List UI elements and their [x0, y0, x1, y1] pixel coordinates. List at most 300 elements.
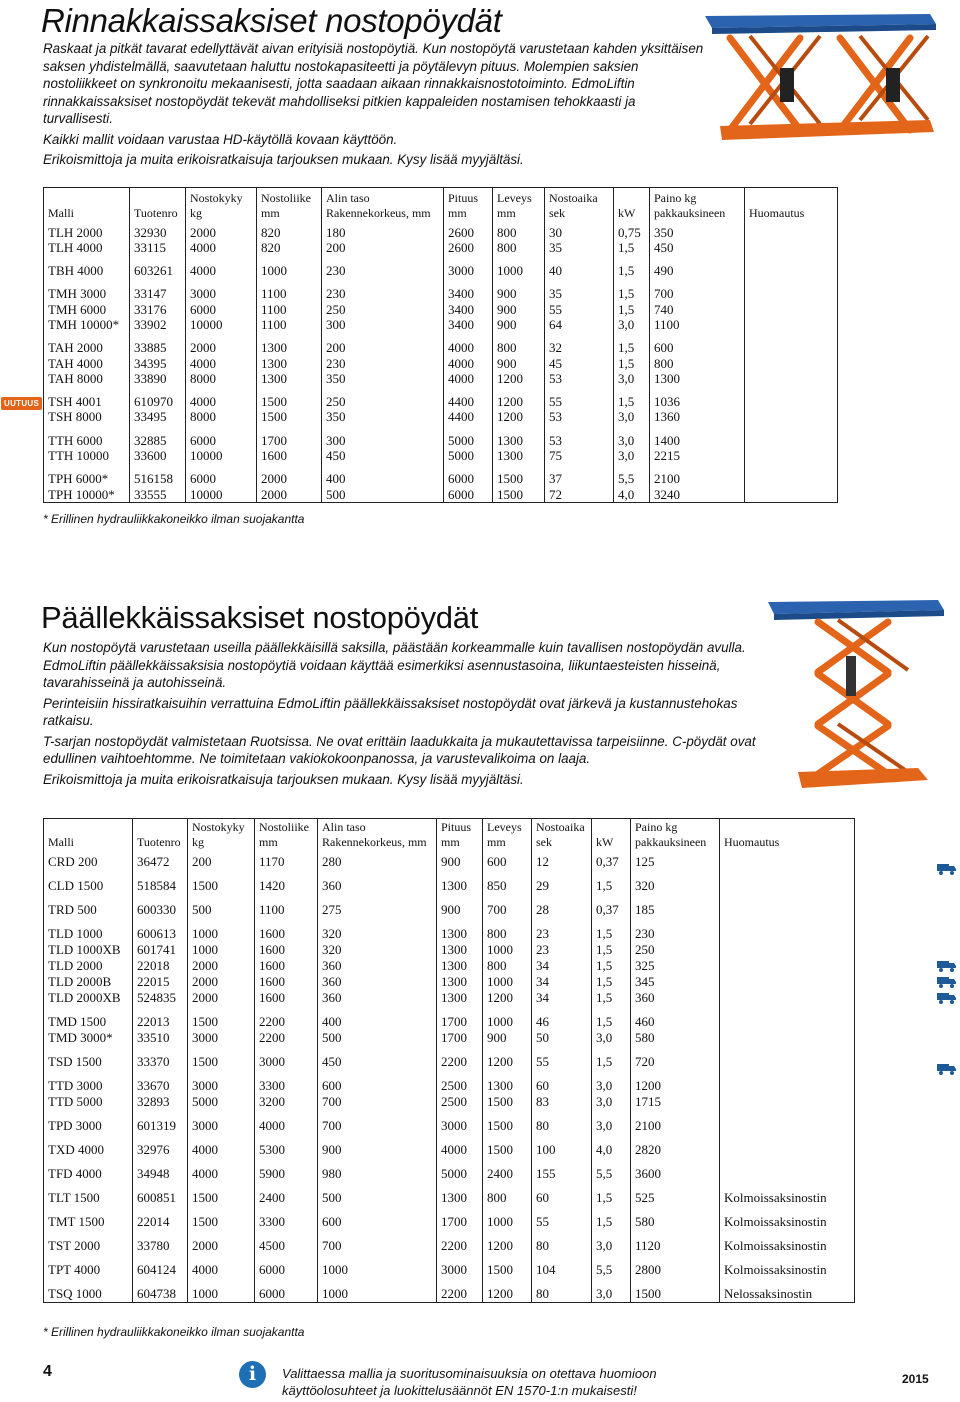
- table-row: [44, 371, 838, 386]
- table-cell: 1100: [255, 894, 318, 918]
- table-cell: 2600: [444, 240, 493, 255]
- column-header: [322, 188, 444, 225]
- column-header-line-2: kW: [596, 834, 614, 849]
- table-cell: 4000: [186, 255, 257, 278]
- table-cell: 800: [483, 958, 532, 974]
- table-cell: 1,5: [614, 356, 650, 371]
- table-cell: 360: [631, 990, 720, 1006]
- table-cell: 3,0: [614, 409, 650, 424]
- table-cell: 33370: [133, 1046, 188, 1070]
- table-cell: 1500: [483, 1254, 532, 1278]
- table-cell: 2200: [255, 1006, 318, 1030]
- column-header: [186, 188, 257, 225]
- table-cell: 1100: [650, 317, 745, 332]
- table-cell: TLT 1500: [44, 1182, 133, 1206]
- table-cell: 45: [545, 356, 614, 371]
- table-cell: 0,75: [614, 225, 650, 240]
- table-cell: 3000: [255, 1046, 318, 1070]
- table-cell: 6000: [186, 302, 257, 317]
- table-cell: 5,5: [592, 1254, 631, 1278]
- table-cell: 1500: [483, 1094, 532, 1110]
- table-cell: CLD 1500: [44, 870, 133, 894]
- column-header-line-2: sek: [536, 834, 552, 849]
- table-row: [44, 356, 838, 371]
- table-cell: 1170: [255, 854, 318, 870]
- table-cell: 37: [545, 463, 614, 486]
- table-cell: 34948: [133, 1158, 188, 1182]
- table-cell: TTH 6000: [44, 425, 130, 448]
- table-cell: 900: [493, 317, 545, 332]
- table-cell: 3300: [255, 1070, 318, 1094]
- table-cell: 1,5: [592, 1182, 631, 1206]
- column-header-line-1: Pituus: [441, 819, 472, 834]
- column-header-line-1: [724, 820, 854, 835]
- table-cell: [720, 990, 855, 1006]
- table-cell: 5000: [444, 425, 493, 448]
- table-cell: 1600: [255, 990, 318, 1006]
- table-cell: 600613: [133, 918, 188, 942]
- table-cell: TST 2000: [44, 1230, 133, 1254]
- table-cell: 1600: [257, 448, 322, 463]
- table-cell: 320: [631, 870, 720, 894]
- table-cell: 900: [437, 854, 483, 870]
- column-header-line-2: Huomautus: [749, 205, 805, 220]
- table-cell: 1100: [257, 278, 322, 301]
- table-row: [44, 278, 838, 301]
- table-row: [44, 386, 838, 409]
- table-cell: 53: [545, 371, 614, 386]
- table-row: [44, 1046, 855, 1070]
- table-cell: [745, 332, 838, 355]
- table-cell: 10000: [186, 487, 257, 503]
- table-cell: 1,5: [614, 386, 650, 409]
- table-cell: 601319: [133, 1110, 188, 1134]
- table-cell: 1300: [493, 425, 545, 448]
- table-cell: 60: [532, 1070, 592, 1094]
- table-cell: 6000: [444, 463, 493, 486]
- table-cell: [745, 317, 838, 332]
- table-cell: [720, 894, 855, 918]
- column-header: [545, 188, 614, 225]
- column-header-line-2: mm: [497, 205, 516, 220]
- table-cell: 46: [532, 1006, 592, 1030]
- table-cell: 1200: [483, 1278, 532, 1303]
- table-cell: 500: [318, 1182, 437, 1206]
- table-cell: 36472: [133, 854, 188, 870]
- column-header-line-1: [134, 191, 185, 206]
- table-cell: 603261: [130, 255, 186, 278]
- table-cell: 4,0: [614, 487, 650, 503]
- table-cell: 800: [483, 918, 532, 942]
- table-cell: 2400: [255, 1182, 318, 1206]
- table-cell: 4000: [437, 1134, 483, 1158]
- column-header: [631, 819, 720, 854]
- table-cell: 600: [318, 1070, 437, 1094]
- table-cell: 80: [532, 1230, 592, 1254]
- table-cell: 1,5: [592, 918, 631, 942]
- table-row: [44, 1030, 855, 1046]
- column-header-line-2: Tuotenro: [134, 205, 178, 220]
- table-row: [44, 1206, 855, 1230]
- table-cell: 580: [631, 1030, 720, 1046]
- column-header-line-2: mm: [448, 205, 467, 220]
- table-cell: 1200: [483, 990, 532, 1006]
- table-cell: 230: [631, 918, 720, 942]
- table-cell: 35: [545, 240, 614, 255]
- table-cell: Nelossaksinostin: [720, 1278, 855, 1303]
- table-cell: 155: [532, 1158, 592, 1182]
- table-cell: 64: [545, 317, 614, 332]
- table-cell: 2000: [188, 958, 255, 974]
- delivery-truck-icon: [937, 976, 957, 988]
- table-cell: 1300: [437, 1182, 483, 1206]
- column-header-line-1: Alin taso: [326, 190, 370, 205]
- table-cell: 34: [532, 974, 592, 990]
- table-cell: 6000: [255, 1254, 318, 1278]
- table-cell: 900: [437, 894, 483, 918]
- table-cell: 700: [650, 278, 745, 301]
- table-cell: 1300: [437, 870, 483, 894]
- column-header-line-1: Nostoaika: [549, 190, 598, 205]
- table-header-row: [44, 819, 855, 854]
- table-cell: 900: [493, 356, 545, 371]
- column-header-line-1: Leveys: [497, 190, 532, 205]
- page-number: 4: [43, 1363, 52, 1380]
- table-cell: 53: [545, 425, 614, 448]
- table-cell: 4000: [188, 1134, 255, 1158]
- table-row: [44, 854, 855, 870]
- section2-intro: [43, 639, 783, 788]
- table-cell: 2000: [257, 487, 322, 503]
- table-cell: 980: [318, 1158, 437, 1182]
- table-cell: 800: [483, 1182, 532, 1206]
- column-header-line-1: Pituus: [448, 190, 479, 205]
- table-cell: 1700: [437, 1030, 483, 1046]
- table-row: [44, 942, 855, 958]
- column-header: [532, 819, 592, 854]
- table-cell: 3,0: [592, 1030, 631, 1046]
- table-cell: 850: [483, 870, 532, 894]
- table-cell: 1000: [483, 942, 532, 958]
- table-cell: 4000: [444, 356, 493, 371]
- table-cell: 5,5: [614, 463, 650, 486]
- table-cell: 3,0: [592, 1230, 631, 1254]
- table-cell: [720, 942, 855, 958]
- table-cell: 200: [322, 332, 444, 355]
- table-cell: 2100: [631, 1110, 720, 1134]
- column-header-line-2: mm: [487, 834, 506, 849]
- table-cell: 4000: [188, 1254, 255, 1278]
- table-cell: 1300: [257, 332, 322, 355]
- table-cell: 1200: [493, 409, 545, 424]
- column-header: [493, 188, 545, 225]
- table-cell: 2000: [186, 225, 257, 240]
- table-cell: 4000: [186, 356, 257, 371]
- table-cell: 345: [631, 974, 720, 990]
- table-cell: 700: [483, 894, 532, 918]
- column-header-line-2: Huomautus: [724, 834, 780, 849]
- column-header-line-1: [48, 191, 129, 206]
- table-cell: [745, 356, 838, 371]
- table-cell: 3400: [444, 317, 493, 332]
- table-cell: 23: [532, 918, 592, 942]
- table-cell: 5000: [437, 1158, 483, 1182]
- section1-paragraph-1: Raskaat ja pitkät tavarat edellyttävät aivan erityisiä nostopöytiä. Kun nostopöytä varustetaan kahden yksittäisen saksen yhdistelmällä, saavutetaan haluttu nostokapasiteetti ja pöytälevyn pituus. Molempien saksien nostoliikkeet on synkronoitu mekaanisesti, jotta saadaan aikaan rinnakkaisnostotoiminto. EdmoLiftin rinnakkaissaksiset nostopöydät tekevät mahdolliseksi pitkien kappaleiden nostamisen tehokkaasti ja turvallisesti.: [43, 41, 704, 126]
- table-cell: 2000: [186, 332, 257, 355]
- table-cell: 200: [322, 240, 444, 255]
- table-cell: 1200: [483, 1230, 532, 1254]
- table-cell: 5000: [188, 1094, 255, 1110]
- table-cell: 100: [532, 1134, 592, 1158]
- table-cell: [720, 1046, 855, 1070]
- delivery-truck-icon: [937, 863, 957, 875]
- table-cell: 33885: [130, 332, 186, 355]
- table-cell: 32885: [130, 425, 186, 448]
- table-row: [44, 409, 838, 424]
- table-cell: 2820: [631, 1134, 720, 1158]
- table-cell: [720, 854, 855, 870]
- table-row: [44, 958, 855, 974]
- table-row: [44, 1070, 855, 1094]
- column-header-line-2: kW: [618, 205, 636, 220]
- table-row: [44, 1094, 855, 1110]
- table-cell: 450: [318, 1046, 437, 1070]
- table-cell: 1000: [188, 1278, 255, 1303]
- table-cell: 604738: [133, 1278, 188, 1303]
- table-row: [44, 448, 838, 463]
- table-cell: [720, 1070, 855, 1094]
- table-cell: 23: [532, 942, 592, 958]
- table-cell: 72: [545, 487, 614, 503]
- table-cell: 33495: [130, 409, 186, 424]
- table-cell: 3240: [650, 487, 745, 503]
- table-cell: 1,5: [592, 942, 631, 958]
- table-cell: 300: [322, 317, 444, 332]
- table-cell: 6000: [444, 487, 493, 503]
- table-cell: 360: [318, 990, 437, 1006]
- table-cell: 1300: [437, 918, 483, 942]
- table-cell: 1,5: [592, 958, 631, 974]
- table-cell: 32893: [133, 1094, 188, 1110]
- table-cell: 1,5: [592, 1006, 631, 1030]
- table-cell: 1000: [318, 1254, 437, 1278]
- table-cell: 450: [322, 448, 444, 463]
- table-cell: 1700: [437, 1006, 483, 1030]
- table-cell: 1,5: [592, 974, 631, 990]
- table-cell: TLH 4000: [44, 240, 130, 255]
- table-cell: 1120: [631, 1230, 720, 1254]
- table-cell: 1300: [437, 974, 483, 990]
- table-cell: TPT 4000: [44, 1254, 133, 1278]
- table-cell: 1000: [257, 255, 322, 278]
- table-cell: TAH 4000: [44, 356, 130, 371]
- column-header: [318, 819, 437, 854]
- table-cell: 12: [532, 854, 592, 870]
- table-row: [44, 870, 855, 894]
- column-header-line-1: Paino kg: [635, 819, 678, 834]
- table-cell: Kolmoissaksinostin: [720, 1230, 855, 1254]
- section1-paragraph-2: Kaikki mallit voidaan varustaa HD-käytöllä kovaan käyttöön.: [43, 131, 398, 147]
- table-cell: 1,5: [592, 1206, 631, 1230]
- table-cell: 1,5: [614, 255, 650, 278]
- column-header-line-1: Paino kg: [654, 190, 697, 205]
- table-cell: 900: [493, 302, 545, 317]
- table-cell: 800: [493, 225, 545, 240]
- table-cell: 3400: [444, 278, 493, 301]
- table-row: [44, 990, 855, 1006]
- section2-paragraph-1: Kun nostopöytä varustetaan useilla päällekkäisillä saksilla, päästään korkeammalle kuin tavallisen nostopöydän avulla. EdmoLiftin päällekkäissaksisia nostopöytiä voidaan käyttää esimerkiksi asennustasoina, liikuntaesteisten hisseinä, tavarahisseinä ja autohisseinä.: [43, 640, 746, 690]
- table-cell: [720, 870, 855, 894]
- table-header-row: [44, 188, 838, 225]
- section2-paragraph-3: T-sarjan nostopöydät valmistetaan Ruotsissa. Ne ovat erittäin laadukkaita ja mukautettavissa tarpeisiinne. C-pöydät ovat edullinen vaihtoehtomme. Ne toimitetaan vakiokokoonpanossa, ja varustevalikoima on laaja.: [43, 733, 756, 766]
- table-cell: TSH 4001: [44, 386, 130, 409]
- table-cell: 1300: [650, 371, 745, 386]
- table-cell: 3000: [437, 1254, 483, 1278]
- table-cell: 800: [493, 332, 545, 355]
- section2-paragraph-4: Erikoismittoja ja muita erikoisratkaisuja tarjouksen mukaan. Kysy lisää myyjältäsi.: [43, 771, 524, 787]
- table-cell: TRD 500: [44, 894, 133, 918]
- table-cell: 1500: [188, 1182, 255, 1206]
- column-header-line-2: sek: [549, 205, 565, 220]
- column-header-line-2: mm: [259, 834, 278, 849]
- column-header: [44, 819, 133, 854]
- table-cell: 33780: [133, 1230, 188, 1254]
- column-header-line-1: Nostokyky: [190, 190, 243, 205]
- table-cell: [745, 225, 838, 240]
- table-cell: 4000: [444, 332, 493, 355]
- table-row: [44, 894, 855, 918]
- section1-footnote: * Erillinen hydrauliikkakoneikko ilman suojakantta: [43, 512, 305, 526]
- table-cell: 8000: [186, 371, 257, 386]
- table-cell: 10000: [186, 317, 257, 332]
- table-cell: 33115: [130, 240, 186, 255]
- table-cell: TAH 2000: [44, 332, 130, 355]
- table-cell: 250: [631, 942, 720, 958]
- table-row: [44, 1278, 855, 1303]
- table-cell: 33147: [130, 278, 186, 301]
- table-cell: 900: [318, 1134, 437, 1158]
- table-cell: 125: [631, 854, 720, 870]
- column-header-line-2: pakkauksineen: [654, 205, 726, 220]
- table-cell: TAH 8000: [44, 371, 130, 386]
- table-cell: 3000: [444, 255, 493, 278]
- table-cell: 180: [322, 225, 444, 240]
- table-cell: 3600: [631, 1158, 720, 1182]
- table-cell: TLD 2000: [44, 958, 133, 974]
- column-header: [437, 819, 483, 854]
- table-cell: 4500: [255, 1230, 318, 1254]
- table-cell: 360: [318, 958, 437, 974]
- table-row: [44, 1134, 855, 1158]
- column-header-line-1: [596, 820, 630, 835]
- table-cell: 3000: [188, 1070, 255, 1094]
- table-cell: 1100: [257, 317, 322, 332]
- table-cell: 1300: [437, 958, 483, 974]
- table-cell: Kolmoissaksinostin: [720, 1206, 855, 1230]
- column-header-line-2: kg: [192, 834, 204, 849]
- table-cell: TXD 4000: [44, 1134, 133, 1158]
- table-cell: 3,0: [592, 1070, 631, 1094]
- table-row: [44, 332, 838, 355]
- section2-footnote: * Erillinen hydrauliikkakoneikko ilman suojakantta: [43, 1325, 305, 1339]
- table-row: [44, 1230, 855, 1254]
- table-cell: 4000: [188, 1158, 255, 1182]
- table-cell: 33670: [133, 1070, 188, 1094]
- table-cell: [745, 409, 838, 424]
- table-cell: 350: [650, 225, 745, 240]
- table-cell: 700: [318, 1230, 437, 1254]
- table-cell: 185: [631, 894, 720, 918]
- table-cell: 33902: [130, 317, 186, 332]
- table-cell: TTD 5000: [44, 1094, 133, 1110]
- column-header-line-1: [618, 191, 649, 206]
- table-cell: 1300: [257, 371, 322, 386]
- table-cell: 600: [483, 854, 532, 870]
- table-cell: [720, 1094, 855, 1110]
- table-cell: 1700: [257, 425, 322, 448]
- table-cell: 3,0: [592, 1094, 631, 1110]
- column-header-line-1: [48, 820, 132, 835]
- column-header-line-1: Nostoliike: [261, 190, 311, 205]
- table-cell: 22018: [133, 958, 188, 974]
- table-cell: 2200: [437, 1230, 483, 1254]
- table-cell: 3,0: [614, 371, 650, 386]
- table-cell: 4000: [444, 371, 493, 386]
- table-cell: 55: [545, 302, 614, 317]
- table-cell: 33890: [130, 371, 186, 386]
- table-cell: 600330: [133, 894, 188, 918]
- section2-title: Päällekkäissaksiset nostopöydät: [41, 600, 479, 635]
- table-cell: 1036: [650, 386, 745, 409]
- parallel-lift-table: [43, 187, 838, 503]
- table-cell: 32930: [130, 225, 186, 240]
- delivery-truck-icon: [937, 1063, 957, 1075]
- table-cell: 6000: [186, 425, 257, 448]
- table-cell: 34: [532, 990, 592, 1006]
- table-cell: 1500: [483, 1110, 532, 1134]
- section1-intro: [43, 40, 708, 169]
- table-cell: 230: [322, 255, 444, 278]
- column-header: [650, 188, 745, 225]
- column-header: [133, 819, 188, 854]
- stacked-lift-table: [43, 818, 855, 1303]
- table-cell: 3400: [444, 302, 493, 317]
- table-cell: 2600: [444, 225, 493, 240]
- table-cell: 1300: [493, 448, 545, 463]
- table-cell: [745, 425, 838, 448]
- table-cell: 1500: [188, 870, 255, 894]
- table-cell: 300: [322, 425, 444, 448]
- table-cell: TPD 3000: [44, 1110, 133, 1134]
- table-cell: 3300: [255, 1206, 318, 1230]
- table-cell: 1000: [318, 1278, 437, 1303]
- table-cell: 5,5: [592, 1158, 631, 1182]
- column-header: [44, 188, 130, 225]
- table-cell: [720, 918, 855, 942]
- column-header-line-2: Tuotenro: [137, 834, 181, 849]
- table-row: [44, 225, 838, 240]
- table-cell: 104: [532, 1254, 592, 1278]
- table-cell: 3,0: [614, 425, 650, 448]
- column-header-line-2: Rakennekorkeus, mm: [326, 205, 431, 220]
- table-row: [44, 974, 855, 990]
- table-cell: TMD 3000*: [44, 1030, 133, 1046]
- column-header-line-2: pakkauksineen: [635, 834, 707, 849]
- table-cell: 1500: [483, 1134, 532, 1158]
- table-row: [44, 255, 838, 278]
- table-cell: TMH 6000: [44, 302, 130, 317]
- table-cell: TSQ 1000: [44, 1278, 133, 1303]
